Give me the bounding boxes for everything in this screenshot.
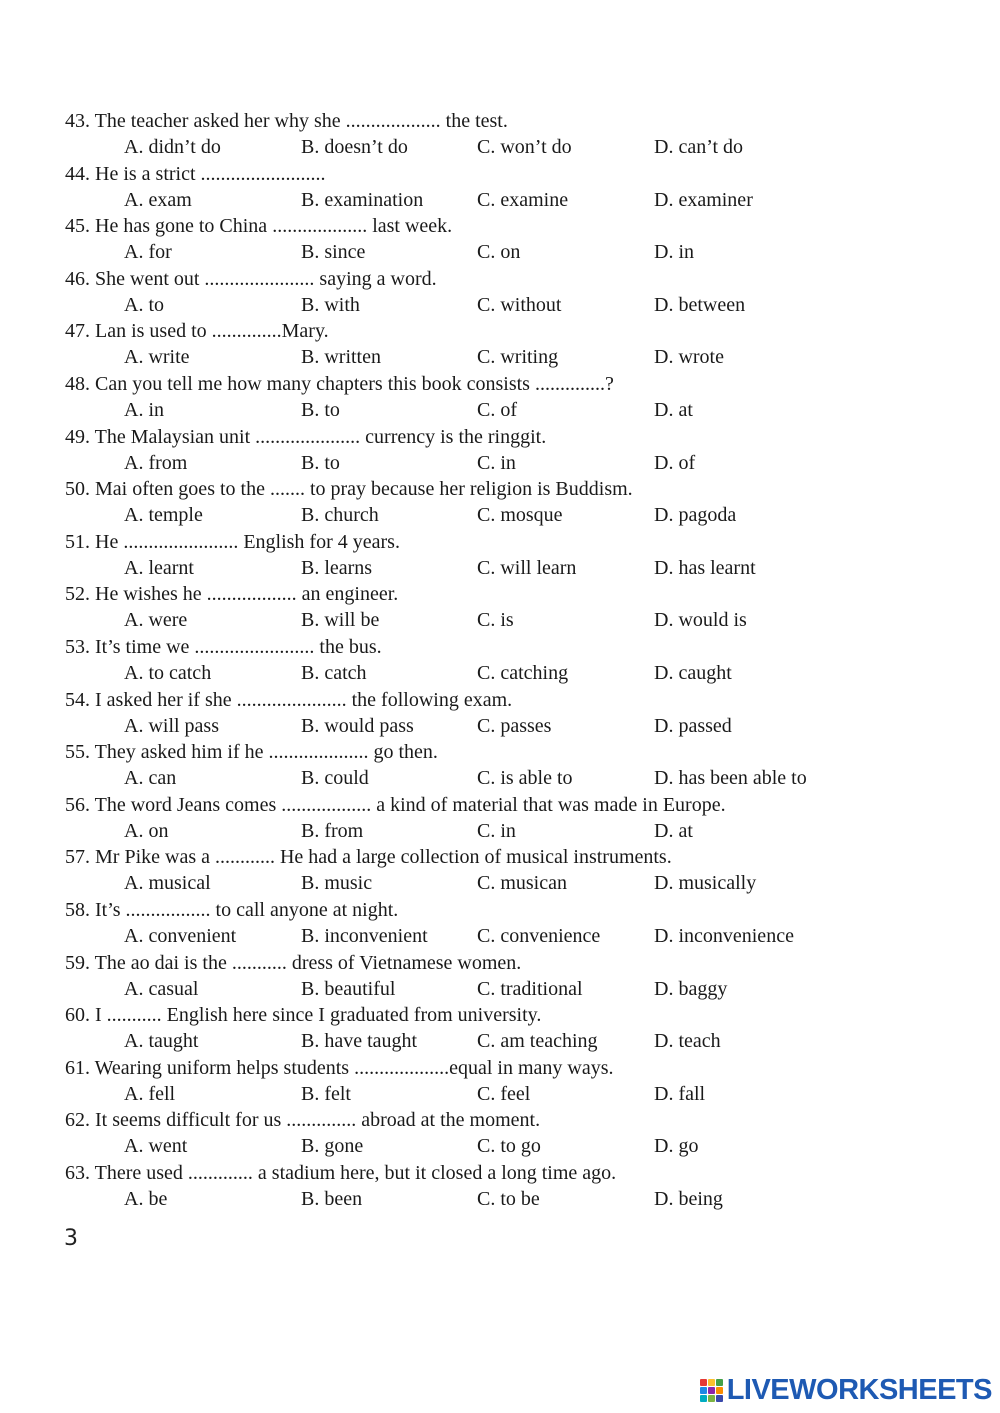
option-d[interactable]: D. at [654,819,693,842]
logo-square [708,1379,715,1386]
option-a[interactable]: A. went [124,1135,188,1158]
option-d[interactable]: D. has been able to [654,767,807,790]
option-a[interactable]: A. will pass [124,714,219,737]
option-a[interactable]: A. to catch [124,661,212,684]
option-c[interactable]: C. writing [477,346,559,369]
option-d[interactable]: D. of [654,451,696,474]
question-text: 47. Lan is used to ..............Mary. [65,320,329,343]
option-a[interactable]: A. convenient [124,924,237,947]
answer-options [65,713,965,739]
option-b[interactable]: B. inconvenient [301,924,428,947]
option-a[interactable]: A. were [124,609,188,632]
question-item [65,1107,965,1160]
question-item [65,161,965,214]
logo-square [708,1395,715,1402]
option-d[interactable]: D. baggy [654,977,728,1000]
question-text: 52. He wishes he .................. an engineer. [65,583,399,606]
question-text: 61. Wearing uniform helps students ...................equal in many ways. [65,1056,614,1079]
option-b[interactable]: B. to [301,398,340,421]
option-b[interactable]: B. with [301,293,360,316]
question-item [65,792,965,845]
answer-options [65,607,965,633]
question-text: 50. Mai often goes to the ....... to pray because her religion is Buddism. [65,478,633,501]
option-d[interactable]: D. musically [654,872,757,895]
option-a[interactable]: A. taught [124,1030,199,1053]
option-d[interactable]: D. in [654,241,694,264]
question-item [65,476,965,529]
option-a[interactable]: A. didn’t do [124,136,221,158]
option-d[interactable]: D. at [654,398,693,421]
question-text: 48. Can you tell me how many chapters this book consists ..............? [65,372,614,395]
question-item [65,213,965,266]
question-item [65,529,965,582]
question-item [65,318,965,371]
option-b[interactable]: B. to [301,451,340,474]
option-c[interactable]: C. in [477,451,516,474]
footer-brand[interactable] [700,1374,992,1407]
option-a[interactable]: A. be [124,1187,168,1210]
question-item [65,687,965,740]
question-item [65,371,965,424]
option-c[interactable]: C. on [477,241,521,264]
option-b[interactable]: B. could [301,767,369,790]
answer-options [65,1081,965,1107]
option-a[interactable]: A. exam [124,188,192,211]
question-text: 46. She went out ...................... saying a word. [65,267,437,290]
question-item [65,266,965,319]
option-c[interactable]: C. passes [477,714,552,737]
option-c[interactable]: C. to be [477,1187,540,1210]
option-c[interactable]: C. convenience [477,924,601,947]
question-text: 54. I asked her if she ...................... the following exam. [65,688,513,711]
question-text: 51. He ....................... English for 4 years. [65,530,400,553]
option-c[interactable]: C. won’t do [477,136,572,158]
answer-options [65,1028,965,1054]
option-b[interactable]: B. church [301,504,379,527]
option-b[interactable]: B. written [301,346,381,369]
option-d[interactable]: D. pagoda [654,504,737,527]
option-c[interactable]: C. is [477,609,514,632]
option-d[interactable]: D. can’t do [654,136,744,158]
option-a[interactable]: A. fell [124,1082,176,1105]
option-b[interactable]: B. would pass [301,714,414,737]
option-c[interactable]: C. catching [477,661,569,684]
question-text: 43. The teacher asked her why she ................... the test. [65,110,508,132]
answer-options [65,397,965,423]
option-a[interactable]: A. to [124,293,164,316]
option-d[interactable]: D. between [654,293,746,316]
question-text: 62. It seems difficult for us .............. abroad at the moment. [65,1109,541,1132]
answer-options [65,818,965,844]
question-list [65,108,965,1212]
question-item [65,581,965,634]
option-d[interactable]: D. passed [654,714,732,737]
question-item [65,1002,965,1055]
option-a[interactable]: A. learnt [124,556,194,579]
option-c[interactable]: C. feel [477,1082,531,1105]
page-number: 3 [64,1226,78,1251]
option-b[interactable]: B. will be [301,609,380,632]
logo-square [716,1379,723,1386]
option-a[interactable]: A. write [124,346,190,369]
logo-square [700,1395,707,1402]
question-item [65,844,965,897]
option-a[interactable]: A. musical [124,872,211,895]
option-b[interactable]: B. since [301,241,366,264]
question-text: 53. It’s time we ........................ the bus. [65,635,382,658]
question-text: 57. Mr Pike was a ............ He had a large collection of musical instruments. [65,846,672,869]
option-b[interactable]: B. gone [301,1135,364,1158]
option-a[interactable]: A. on [124,819,169,842]
option-d[interactable]: D. wrote [654,346,724,369]
liveworksheets-logo-icon [700,1379,723,1402]
answer-options [65,187,965,213]
answer-options [65,134,965,160]
answer-options [65,344,965,370]
option-b[interactable]: B. catch [301,661,367,684]
option-b[interactable]: B. music [301,872,373,895]
answer-options [65,239,965,265]
answer-options [65,1186,965,1212]
option-b[interactable]: B. doesn’t do [301,136,408,158]
question-item [65,950,965,1003]
option-b[interactable]: B. learns [301,556,373,579]
answer-options [65,976,965,1002]
question-text: 49. The Malaysian unit ..................... currency is the ringgit. [65,425,547,448]
option-c[interactable]: C. am teaching [477,1030,598,1053]
question-item [65,108,965,161]
question-text: 60. I ........... English here since I graduated from university. [65,1004,542,1027]
option-b[interactable]: B. examination [301,188,424,211]
option-c[interactable]: C. without [477,293,562,316]
option-c[interactable]: C. is able to [477,767,573,790]
answer-options [65,555,965,581]
question-text: 44. He is a strict ......................... [65,162,326,185]
option-b[interactable]: B. beautiful [301,977,396,1000]
option-d[interactable]: D. being [654,1187,723,1210]
answer-options [65,292,965,318]
option-c[interactable]: C. of [477,398,517,421]
answer-options [65,450,965,476]
logo-square [700,1387,707,1394]
answer-options [65,923,965,949]
option-d[interactable]: D. inconvenience [654,924,794,947]
logo-square [700,1379,707,1386]
option-d[interactable]: D. examiner [654,188,753,211]
option-c[interactable]: C. traditional [477,977,583,1000]
question-item [65,1160,965,1213]
answer-options [65,765,965,791]
option-b[interactable]: B. from [301,819,364,842]
option-b[interactable]: B. felt [301,1082,351,1105]
logo-square [716,1387,723,1394]
question-item [65,424,965,477]
question-text: 63. There used ............. a stadium here, but it closed a long time ago. [65,1161,617,1184]
option-b[interactable]: B. have taught [301,1030,418,1053]
option-a[interactable]: A. casual [124,977,199,1000]
option-d[interactable]: D. has learnt [654,556,756,579]
option-b[interactable]: B. been [301,1187,363,1210]
answer-options [65,502,965,528]
option-c[interactable]: C. in [477,819,516,842]
question-text: 55. They asked him if he .................... go then. [65,741,438,764]
option-c[interactable]: C. musican [477,872,567,895]
logo-square [716,1395,723,1402]
question-text: 56. The word Jeans comes .................. a kind of material that was made in Europe. [65,793,726,816]
logo-square [708,1387,715,1394]
question-item [65,634,965,687]
question-item [65,897,965,950]
question-text: 45. He has gone to China ................... last week. [65,215,453,238]
brand-name: LIVEWORKSHEETS [726,1374,992,1406]
option-a[interactable]: A. from [124,451,188,474]
option-a[interactable]: A. for [124,241,172,264]
option-a[interactable]: A. can [124,767,177,790]
question-text: 58. It’s ................. to call anyone at night. [65,898,399,921]
option-d[interactable]: D. fall [654,1082,706,1105]
option-d[interactable]: D. go [654,1135,699,1158]
option-c[interactable]: C. mosque [477,504,563,527]
question-item [65,1055,965,1108]
question-text: 59. The ao dai is the ........... dress of Vietnamese women. [65,951,522,974]
option-a[interactable]: A. in [124,398,164,421]
answer-options [65,1133,965,1159]
option-d[interactable]: D. would is [654,609,747,632]
option-d[interactable]: D. caught [654,661,732,684]
option-c[interactable]: C. examine [477,188,569,211]
option-a[interactable]: A. temple [124,504,203,527]
option-c[interactable]: C. to go [477,1135,541,1158]
question-item [65,739,965,792]
answer-options [65,870,965,896]
answer-options [65,660,965,686]
option-d[interactable]: D. teach [654,1030,721,1053]
option-c[interactable]: C. will learn [477,556,577,579]
